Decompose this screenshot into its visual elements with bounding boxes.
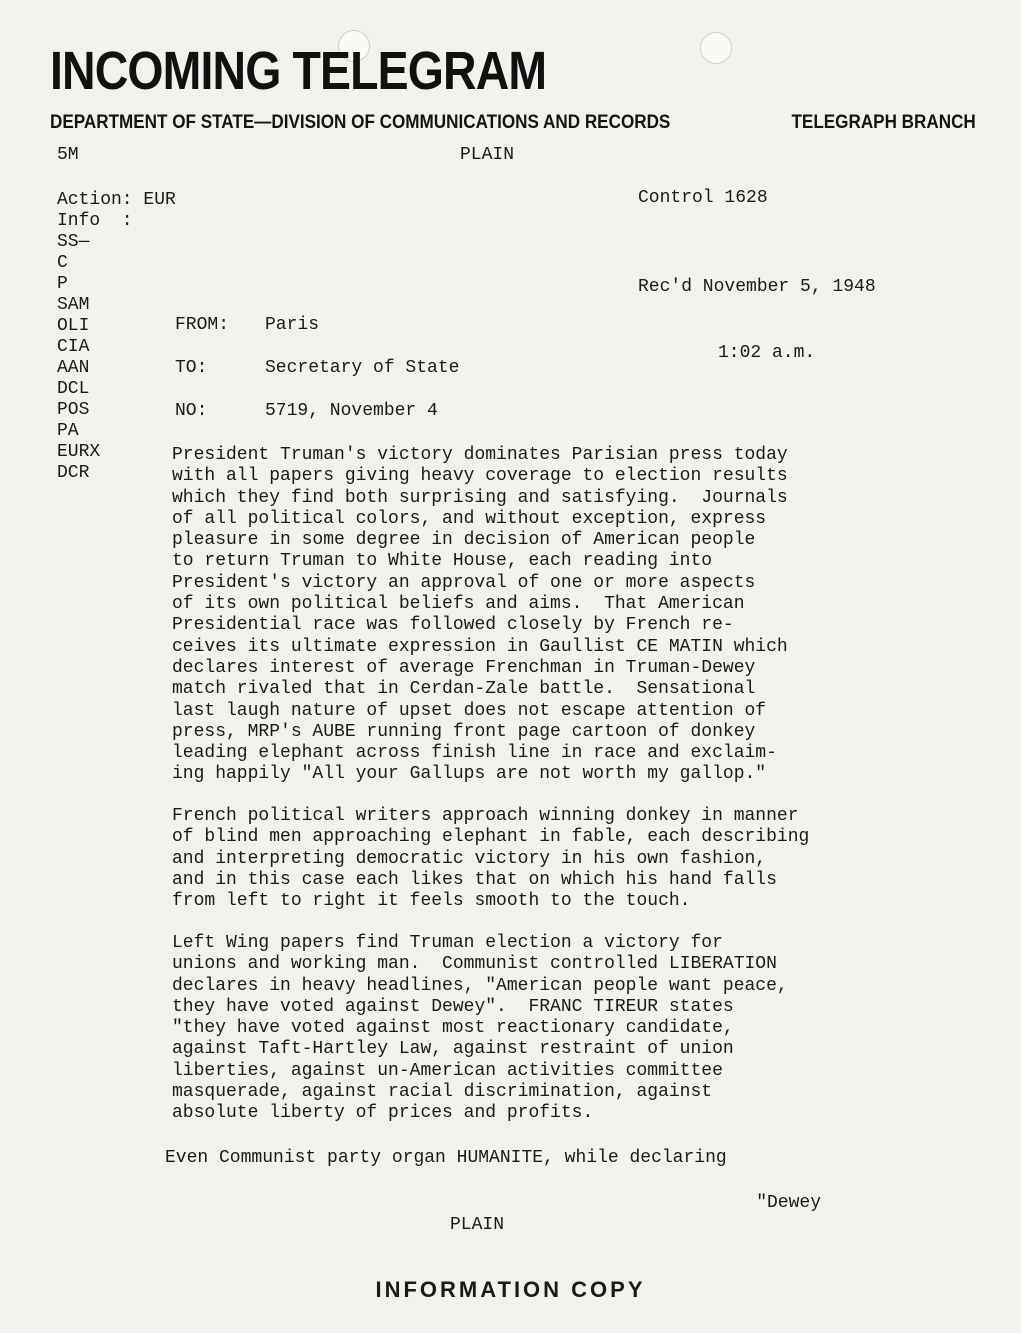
routing-entry: CIA — [57, 337, 90, 357]
text-line: President's victory an approval of one or more aspects — [172, 572, 756, 593]
routing-entry: DCL — [57, 379, 90, 399]
routing-entry: SAM — [57, 295, 90, 315]
number-label: NO: — [175, 401, 208, 421]
text-line: "they have voted against most reactionary candidate, — [172, 1018, 734, 1039]
text-line: leading elephant across finish line in race and exclaim- — [172, 743, 777, 764]
message-paragraph-2 — [172, 806, 952, 912]
text-line: with all papers giving heavy coverage to election results — [172, 466, 788, 487]
control-number: Control 1628 — [638, 188, 768, 208]
text-line: they have voted against Dewey". FRANC TIREUR states — [172, 996, 734, 1017]
routing-entry: SS— — [57, 232, 90, 252]
classification-top: PLAIN — [460, 145, 515, 165]
routing-entry: POS — [57, 400, 90, 420]
routing-entry: EURX — [57, 442, 101, 462]
received-date — [638, 232, 876, 408]
text-line: Even Communist party organ HUMANITE, while declaring — [165, 1148, 727, 1168]
text-line: of blind men approaching elephant in fable, each describing — [172, 827, 810, 848]
classification-bottom: PLAIN — [450, 1215, 505, 1235]
text-line: against Taft-Hartley Law, against restraint of union — [172, 1039, 734, 1060]
text-line: absolute liberty of prices and profits. — [172, 1103, 594, 1124]
to-value: Secretary of State — [265, 358, 460, 378]
text-line: French political writers approach winning donkey in manner — [172, 806, 799, 826]
message-paragraph-3 — [172, 933, 952, 1125]
routing-entry: AAN — [57, 358, 90, 378]
text-line: of its own political beliefs and aims. That American — [172, 594, 745, 615]
text-line: from left to right it feels smooth to the touch. — [172, 891, 691, 912]
routing-entry: Action: EUR — [57, 190, 176, 210]
telegram-title: INCOMING TELEGRAM — [50, 41, 547, 101]
text-line: Presidential race was followed closely by French re- — [172, 615, 734, 636]
from-value: Paris — [265, 315, 320, 335]
text-line: ceives its ultimate expression in Gaullist CE MATIN which — [172, 636, 788, 657]
from-label: FROM: — [175, 315, 230, 335]
message-paragraph-4 — [165, 1148, 945, 1169]
received-date-line: Rec'd November 5, 1948 — [638, 277, 876, 297]
received-time: 1:02 a.m. — [718, 343, 816, 363]
text-line: unions and working man. Communist controlled LIBERATION — [172, 954, 777, 975]
text-line: masquerade, against racial discrimination, against — [172, 1082, 713, 1103]
information-copy-stamp: INFORMATION COPY — [375, 1277, 646, 1302]
text-line: to return Truman to White House, each reading into — [172, 551, 713, 572]
text-line: last laugh nature of upset does not escape attention of — [172, 700, 767, 721]
routing-entry: PA — [57, 421, 79, 441]
text-line: ing happily "All your Gallups are not worth my gallop." — [172, 764, 767, 785]
text-line: of all political colors, and without exception, express — [172, 508, 767, 529]
routing-list — [57, 190, 176, 484]
text-line: declares in heavy headlines, "American people want peace, — [172, 975, 788, 996]
to-label: TO: — [175, 358, 208, 378]
department-line: DEPARTMENT OF STATE—DIVISION OF COMMUNICATIONS AND RECORDS — [50, 112, 671, 133]
text-line: Left Wing papers find Truman election a victory for — [172, 933, 723, 953]
message-paragraph-1 — [172, 445, 952, 786]
text-line: match rivaled that in Cerdan-Zale battle. Sensational — [172, 679, 756, 700]
text-line: pleasure in some degree in decision of American people — [172, 530, 756, 551]
punch-hole-icon — [700, 32, 732, 64]
text-line: press, MRP's AUBE running front page cartoon of donkey — [172, 721, 756, 742]
routing-entry: C — [57, 253, 68, 273]
text-line: and interpreting democratic victory in his own fashion, — [172, 848, 767, 869]
number-value: 5719, November 4 — [265, 401, 438, 421]
branch-name: TELEGRAPH BRANCH — [791, 112, 976, 133]
text-line: President Truman's victory dominates Parisian press today — [172, 445, 788, 465]
routing-entry: Info : — [57, 211, 133, 231]
routing-entry: P — [57, 274, 68, 294]
text-line: liberties, against un-American activities committee — [172, 1060, 723, 1081]
office-code: 5M — [57, 145, 79, 165]
text-line: declares interest of average Frenchman in Truman-Dewey — [172, 657, 756, 678]
text-line: and in this case each likes that on which his hand falls — [172, 869, 777, 890]
routing-entry: DCR — [57, 463, 90, 483]
routing-entry: OLI — [57, 316, 90, 336]
text-line: which they find both surprising and satisfying. Journals — [172, 487, 788, 508]
continuation-word: "Dewey — [756, 1193, 821, 1213]
